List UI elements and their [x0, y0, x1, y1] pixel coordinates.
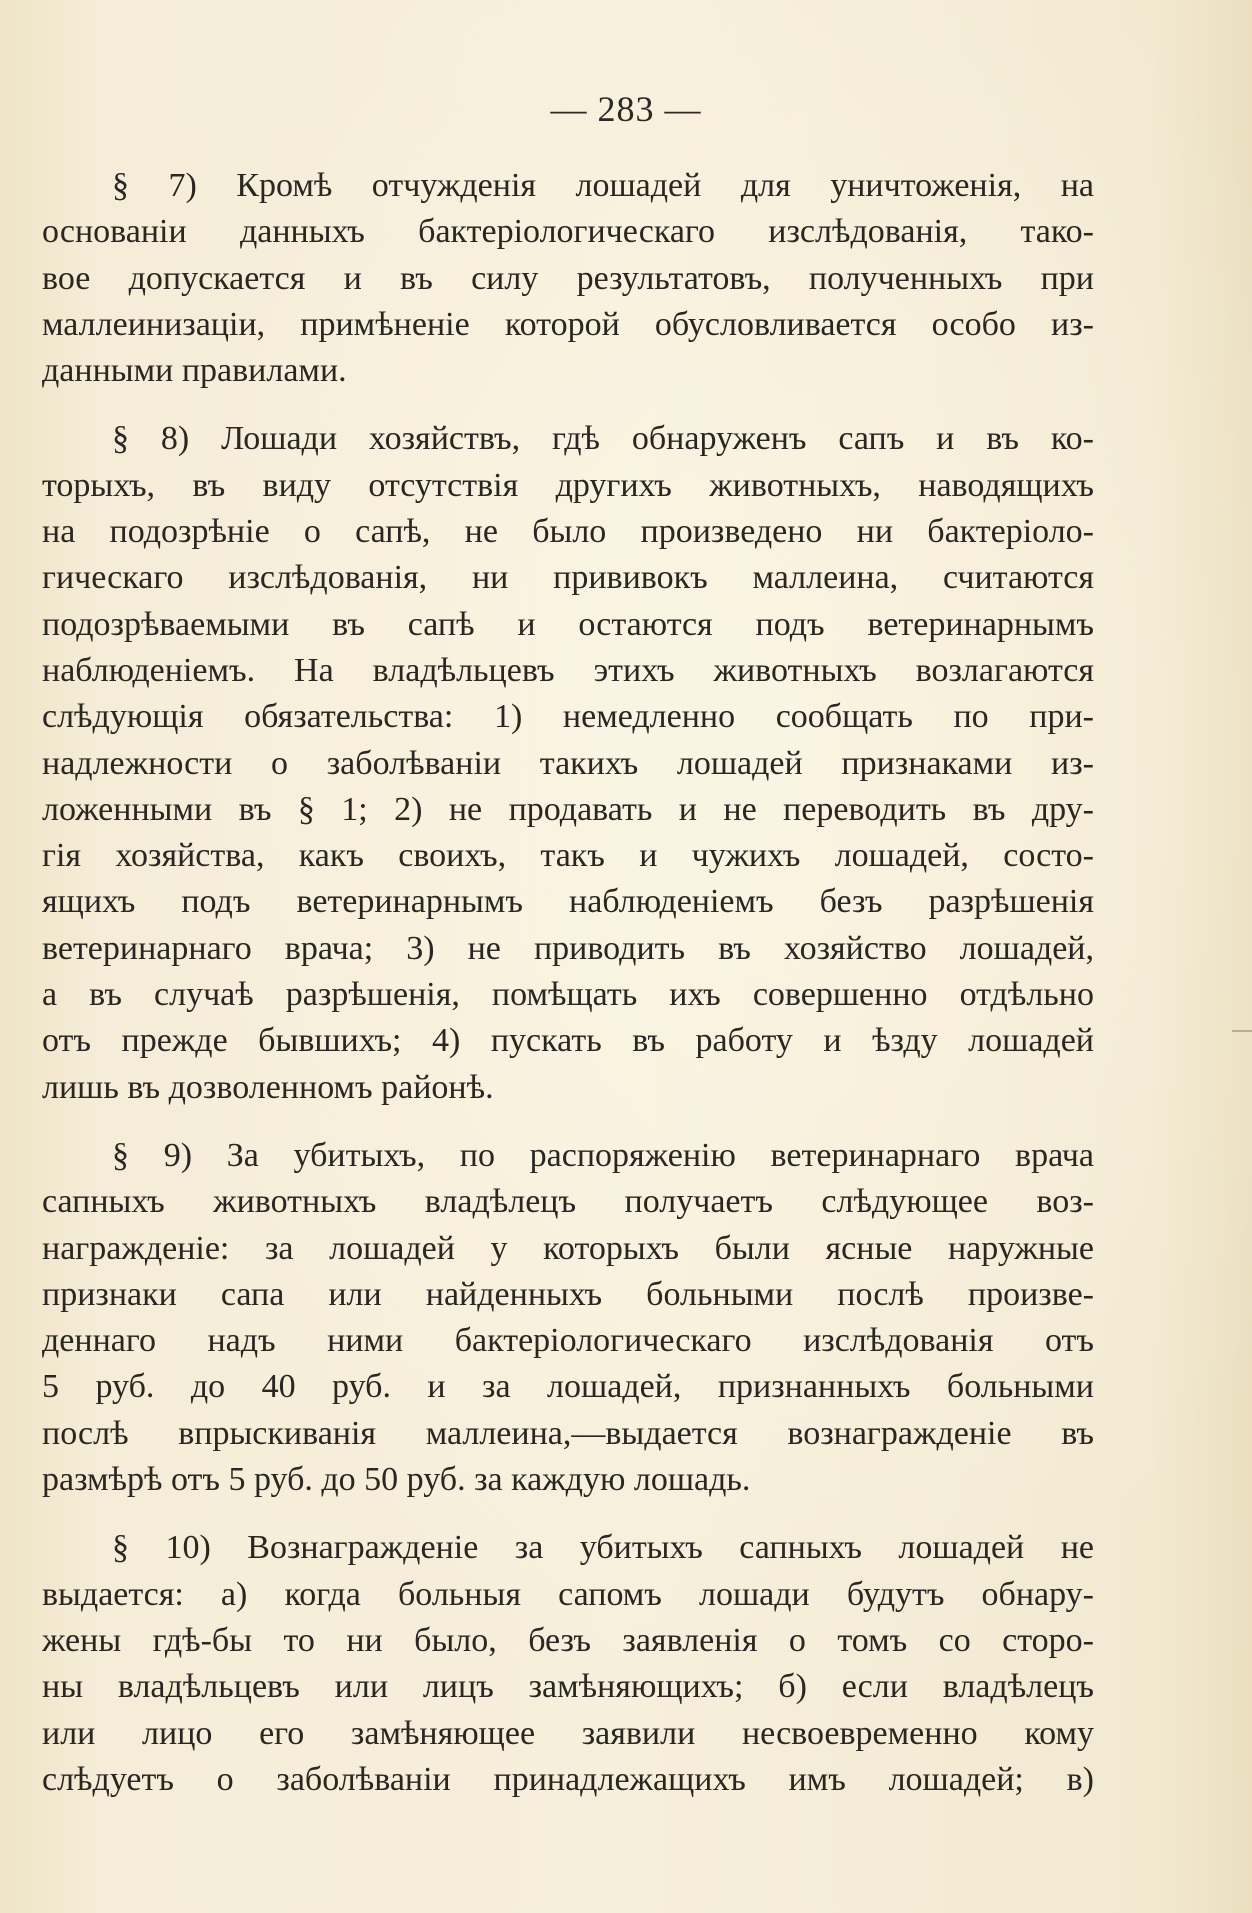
text-line: § 9) За убитыхъ, по распоряженію ветеринарнаго врача	[112, 1136, 1094, 1174]
text-line: слѣдуетъ о заболѣваніи принадлежащихъ имъ лошадей; в)	[42, 1760, 1094, 1798]
margin-mark	[1232, 1030, 1252, 1032]
text-line: а въ случаѣ разрѣшенія, помѣщать ихъ совершенно отдѣльно	[42, 976, 1094, 1014]
text-line: гія хозяйства, какъ своихъ, такъ и чужихъ лошадей, состо-	[42, 837, 1094, 875]
text-line: надлежности о заболѣваніи такихъ лошадей признаками из-	[42, 744, 1094, 782]
text-line: ветеринарнаго врача; 3) не приводить въ хозяйство лошадей,	[42, 929, 1094, 967]
body-text	[42, 163, 1094, 1825]
text-line: жены гдѣ-бы то ни было, безъ заявленія о томъ со сторо-	[42, 1621, 1094, 1659]
text-line: сапныхъ животныхъ владѣлецъ получаетъ слѣдующее воз-	[42, 1183, 1094, 1221]
paragraph-3	[42, 1133, 1094, 1503]
paragraph-1	[42, 163, 1094, 394]
text-line: послѣ впрыскиванія маллеина,—выдается вознагражденіе въ	[42, 1414, 1094, 1452]
text-line: подозрѣваемыми въ сапѣ и остаются подъ ветеринарнымъ	[42, 605, 1094, 643]
text-line: выдается: а) когда больныя сапомъ лошади будутъ обнару-	[42, 1575, 1094, 1613]
text-line: § 7) Кромѣ отчужденія лошадей для уничтоженія, на	[112, 167, 1094, 204]
text-line: на подозрѣніе о сапѣ, не было произведено ни бактеріоло-	[42, 513, 1094, 551]
text-line: деннаго надъ ними бактеріологическаго изслѣдованія отъ	[42, 1322, 1094, 1360]
text-line: торыхъ, въ виду отсутствія другихъ животныхъ, наводящихъ	[42, 466, 1094, 504]
text-line: § 8) Лошади хозяйствъ, гдѣ обнаруженъ сапъ и въ ко-	[112, 420, 1094, 458]
text-line: данными правилами.	[42, 352, 347, 390]
text-line: наблюденіемъ. На владѣльцевъ этихъ животныхъ возлагаются	[42, 651, 1094, 689]
page-number: — 283 —	[550, 89, 702, 129]
text-line: размѣрѣ отъ 5 руб. до 50 руб. за каждую лошадь.	[42, 1461, 751, 1499]
text-line: лишь въ дозволенномъ районѣ.	[42, 1068, 494, 1106]
text-line: награжденіе: за лошадей у которыхъ были ясные наружные	[42, 1229, 1094, 1267]
text-line: вое допускается и въ силу результатовъ, полученныхъ при	[42, 259, 1094, 297]
text-line: слѣдующія обязательства: 1) немедленно сообщать по при-	[42, 698, 1094, 736]
text-line: отъ прежде бывшихъ; 4) пускать въ работу и ѣзду лошадей	[42, 1022, 1094, 1060]
text-line: 5 руб. до 40 руб. и за лошадей, признанныхъ больными	[42, 1368, 1094, 1406]
text-line: § 10) Вознагражденіе за убитыхъ сапныхъ лошадей не	[112, 1529, 1094, 1567]
text-line: ящихъ подъ ветеринарнымъ наблюденіемъ безъ разрѣшенія	[42, 883, 1094, 921]
text-line: гическаго изслѣдованія, ни прививокъ маллеина, считаются	[42, 559, 1094, 597]
paragraph-4	[42, 1525, 1094, 1803]
text-line: или лицо его замѣняющее заявили несвоевременно кому	[42, 1714, 1094, 1752]
text-line: ложенными въ § 1; 2) не продавать и не переводить въ дру-	[42, 790, 1094, 828]
text-line: основаніи данныхъ бактеріологическаго изслѣдованія, тако-	[42, 213, 1094, 251]
paragraph-2	[42, 416, 1094, 1110]
text-line: ны владѣльцевъ или лицъ замѣняющихъ; б) если владѣлецъ	[42, 1668, 1094, 1706]
text-line: маллеинизаціи, примѣненіе которой обусловливается особо из-	[42, 305, 1094, 343]
text-line: признаки сапа или найденныхъ больными послѣ произве-	[42, 1275, 1094, 1313]
